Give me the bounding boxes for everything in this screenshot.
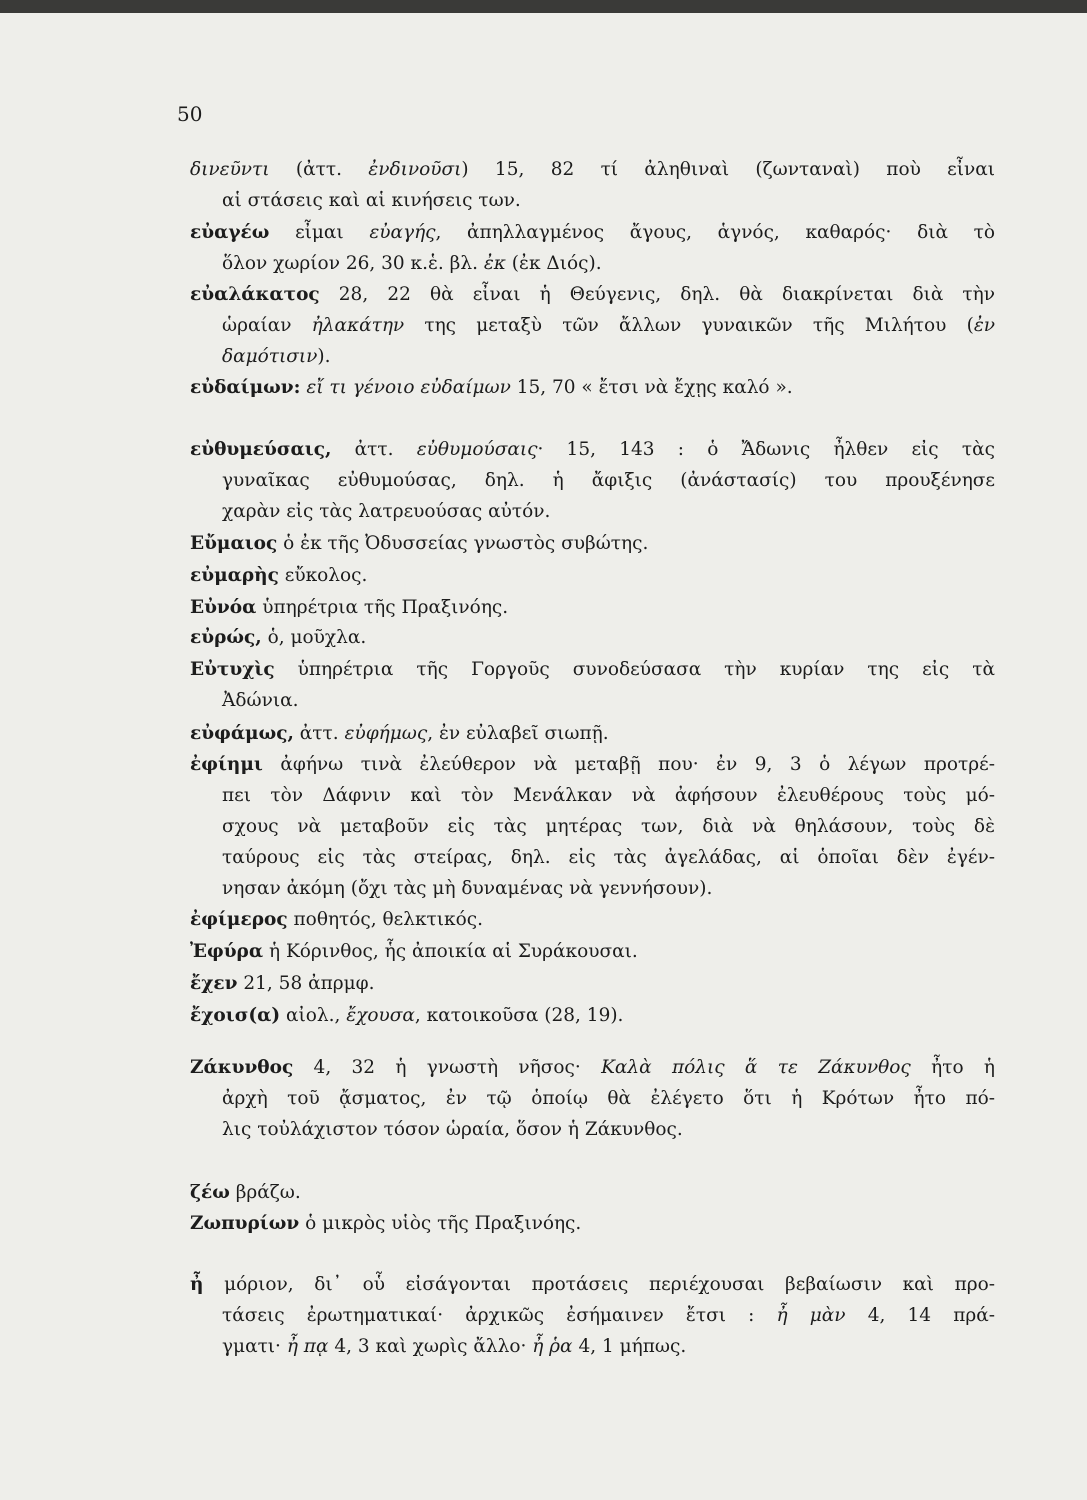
entry-text: λις τοὐλάχιστον τόσον ὡραία, ὅσον ἡ Ζάκυνθος.: [222, 1119, 683, 1140]
headword: εὐθυμεύσαις,: [190, 439, 332, 460]
entry-text: ταύρους εἰς τὰς στείρας, δηλ. εἰς τὰς ἀγελάδας, αἱ ὁποῖαι δὲν ἐγέν-: [222, 847, 995, 868]
entry-line: [190, 842, 995, 873]
headword: ἦ: [190, 1274, 204, 1295]
entry-text: ἦ ῥα: [532, 1336, 573, 1357]
entry-text: γματι·: [222, 1336, 287, 1357]
entry-text: ἀττ.: [293, 723, 345, 744]
glossary-entry: [190, 936, 995, 967]
entry-line: [190, 654, 995, 685]
entry-text: ἐκ: [483, 253, 506, 274]
glossary-entry: [190, 217, 995, 279]
glossary-entry: [190, 1177, 995, 1208]
entry-text: ὁ, μοῦχλα.: [261, 627, 367, 648]
entry-line: [190, 1269, 995, 1300]
glossary-entry: [190, 372, 995, 403]
headword: εὐδαίμων:: [190, 377, 301, 398]
entry-text: αἱ στάσεις καὶ αἱ κινήσεις των.: [222, 190, 521, 211]
glossary-entry: [190, 622, 995, 653]
entry-line: [190, 185, 995, 216]
page-number: 50: [177, 102, 203, 126]
entry-line: [190, 811, 995, 842]
entry-line: [190, 936, 995, 967]
entry-text: ἀρχὴ τοῦ ᾄσματος, ἐν τῷ ὁποίῳ θὰ ἐλέγετο ὅτι ἡ Κρότων ἦτο πό-: [222, 1088, 995, 1109]
entry-text: 4, 14 πρά-: [845, 1305, 995, 1326]
entry-line: [190, 434, 995, 465]
entry-text: ἐν: [973, 315, 995, 336]
entry-line: [190, 622, 995, 653]
entry-text: δαμότισιν: [222, 346, 318, 367]
entry-text: ἠλακάτην: [311, 315, 405, 336]
entry-text: ποθητός, θελκτικός.: [287, 909, 483, 930]
entry-text: ἦ μὰν: [776, 1305, 846, 1326]
glossary-entry: [190, 968, 995, 999]
glossary-entry: [190, 1052, 995, 1145]
entry-line: [190, 1052, 995, 1083]
entry-text: , ἀπηλλαγμένος ἄγους, ἁγνός, καθαρός· διὰ τὸ: [435, 222, 995, 243]
glossary-entry: [190, 434, 995, 527]
entry-text: ἦτο ἡ: [910, 1057, 995, 1078]
glossary-entry: [190, 1208, 995, 1239]
entry-text: ἀττ.: [331, 439, 417, 460]
entry-line: [190, 904, 995, 935]
entry-text: Ἀδώνια.: [222, 690, 299, 711]
entry-text: νησαν ἀκόμη (ὄχι τὰς μὴ δυναμένας νὰ γεννήσουν).: [222, 878, 713, 899]
glossary-entry: [190, 718, 995, 749]
headword: εὐαγέω: [190, 222, 270, 243]
entry-line: [190, 217, 995, 248]
entry-line: [190, 685, 995, 716]
entry-text: ὑπηρέτρια τῆς Πραξινόης.: [256, 597, 509, 618]
entry-text: γυναῖκας εὐθυμούσας, δηλ. ἡ ἄφιξις (ἀνάστασίς) του προυξένησε: [222, 470, 995, 491]
headword: εὐαλάκατος: [190, 284, 320, 305]
entry-text: εἴ τι γένοιο εὐδαίμων: [306, 377, 511, 398]
entry-line: [190, 248, 995, 279]
entry-text: εὔκολος.: [278, 565, 368, 586]
entry-line: [190, 968, 995, 999]
entry-text: της μεταξὺ τῶν ἄλλων γυναικῶν τῆς Μιλήτου (: [404, 315, 974, 336]
entry-text: σχους νὰ μεταβοῦν εἰς τὰς μητέρας των, διὰ νὰ θηλάσουν, τοὺς δὲ: [222, 816, 995, 837]
entry-text: βράζω.: [229, 1182, 301, 1203]
entry-line: [190, 1331, 995, 1362]
entry-line: [190, 465, 995, 496]
headword: Εὔμαιος: [190, 533, 278, 554]
entry-text: , κατοικοῦσα (28, 19).: [414, 1005, 624, 1026]
entry-line: [190, 496, 995, 527]
entry-line: [190, 560, 995, 591]
glossary-entry: [190, 749, 995, 904]
entry-line: [190, 1114, 995, 1145]
entry-text: ) 15, 82 τί ἀληθιναὶ (ζωνταναὶ) ποὺ εἶναι: [461, 159, 996, 180]
headword: εὐρώς,: [190, 627, 262, 648]
entry-text: ὅλον χωρίον 26, 30 κ.ἑ. βλ.: [222, 253, 484, 274]
entry-text: δινεῦντι: [190, 159, 270, 180]
entry-text: πει τὸν Δάφνιν καὶ τὸν Μενάλκαν νὰ ἀφήσουν ἐλευθέρους τοὺς μό-: [222, 785, 995, 806]
entry-text: ἀφήνω τινὰ ἐλεύθερον νὰ μεταβῇ που· ἐν 9, 3 ὁ λέγων προτρέ-: [262, 754, 995, 775]
headword: Ἐφύρα: [190, 941, 264, 962]
glossary-entry: [190, 154, 995, 216]
entry-line: [190, 780, 995, 811]
headword: εὐφάμως,: [190, 723, 294, 744]
entry-line: [190, 749, 995, 780]
headword: Ζάκυνθος: [190, 1057, 294, 1078]
entry-text: ).: [317, 346, 331, 367]
entry-line: [190, 592, 995, 623]
entry-line: [190, 372, 995, 403]
headword: ἔχοισ(α): [190, 1005, 281, 1026]
entry-line: [190, 279, 995, 310]
glossary-entry: [190, 528, 995, 559]
entry-text: 4, 32 ἡ γνωστὴ νῆσος·: [293, 1057, 602, 1078]
entry-text: 4, 3 καὶ χωρὶς ἄλλο·: [328, 1336, 533, 1357]
entry-text: ὁ μικρὸς υἱὸς τῆς Πραξινόης.: [299, 1213, 582, 1234]
entry-line: [190, 528, 995, 559]
entry-text: ὑπηρέτρια τῆς Γοργοῦς συνοδεύσασα τὴν κυρίαν της εἰς τὰ: [274, 659, 995, 680]
entry-text: 15, 70 « ἔτσι νὰ ἔχῃς καλό ».: [510, 377, 793, 398]
headword: ἔχεν: [190, 973, 238, 994]
glossary-entry: [190, 654, 995, 716]
headword: ἐφίημι: [190, 754, 263, 775]
entry-line: [190, 310, 995, 341]
entry-text: ὁ ἐκ τῆς Ὀδυσσείας γνωστὸς συβώτης.: [277, 533, 649, 554]
glossary-entry: [190, 1269, 995, 1362]
entry-text: (ἐκ Διός).: [505, 253, 602, 274]
glossary-entry: [190, 592, 995, 623]
entry-line: [190, 873, 995, 904]
entry-text: εὐφήμως: [344, 723, 428, 744]
entry-text: εἶμαι: [269, 222, 370, 243]
glossary-entry: [190, 279, 995, 372]
entry-line: [190, 1300, 995, 1331]
entry-text: εὐαγής: [369, 222, 436, 243]
entry-text: αἰολ.,: [280, 1005, 347, 1026]
entry-text: (ἀττ.: [269, 159, 369, 180]
entry-text: ἔχουσα: [346, 1005, 415, 1026]
entry-text: 4, 1 μήπως.: [572, 1336, 687, 1357]
entry-line: [190, 718, 995, 749]
entry-text: μόριον, δι᾽ οὗ εἰσάγονται προτάσεις περιέχουσαι βεβαίωσιν καὶ προ-: [203, 1274, 995, 1295]
entry-text: τάσεις ἐρωτηματικαί· ἀρχικῶς ἐσήμαινεν ἔτσι :: [222, 1305, 777, 1326]
entry-line: [190, 341, 995, 372]
scan-top-border: [0, 0, 1087, 13]
entry-text: ἡ Κόρινθος, ἧς ἀποικία αἱ Συράκουσαι.: [263, 941, 638, 962]
entry-text: ἦ πᾳ: [286, 1336, 329, 1357]
entry-line: [190, 1177, 995, 1208]
entry-line: [190, 1083, 995, 1114]
headword: Εὐτυχὶς: [190, 659, 275, 680]
headword: ζέω: [190, 1182, 230, 1203]
glossary-entry: [190, 560, 995, 591]
headword: Εὐνόα: [190, 597, 257, 618]
entry-text: χαρὰν εἰς τὰς λατρευούσας αὐτόν.: [222, 501, 551, 522]
entry-text: · 15, 143 : ὁ Ἄδωνις ἦλθεν εἰς τὰς: [537, 439, 995, 460]
entry-text: 21, 58 ἀπρμφ.: [237, 973, 375, 994]
glossary-entry: [190, 1000, 995, 1031]
glossary-entry: [190, 904, 995, 935]
entry-line: [190, 1000, 995, 1031]
entry-text: , ἐν εὐλαβεῖ σιωπῇ.: [427, 723, 609, 744]
entry-line: [190, 154, 995, 185]
headword: ἐφίμερος: [190, 909, 288, 930]
headword: εὐμαρὴς: [190, 565, 279, 586]
entry-text: Καλὰ πόλις ἅ τε Ζάκυνθος: [601, 1057, 911, 1078]
entry-text: 28, 22 θὰ εἶναι ἡ Θεύγενις, δηλ. θὰ διακρίνεται διὰ τὴν: [319, 284, 995, 305]
entry-text: εὐθυμούσαις: [416, 439, 538, 460]
entry-line: [190, 1208, 995, 1239]
headword: Ζωπυρίων: [190, 1213, 300, 1234]
entry-text: ὡραίαν: [222, 315, 312, 336]
entry-text: ἐνδινοῦσι: [368, 159, 462, 180]
